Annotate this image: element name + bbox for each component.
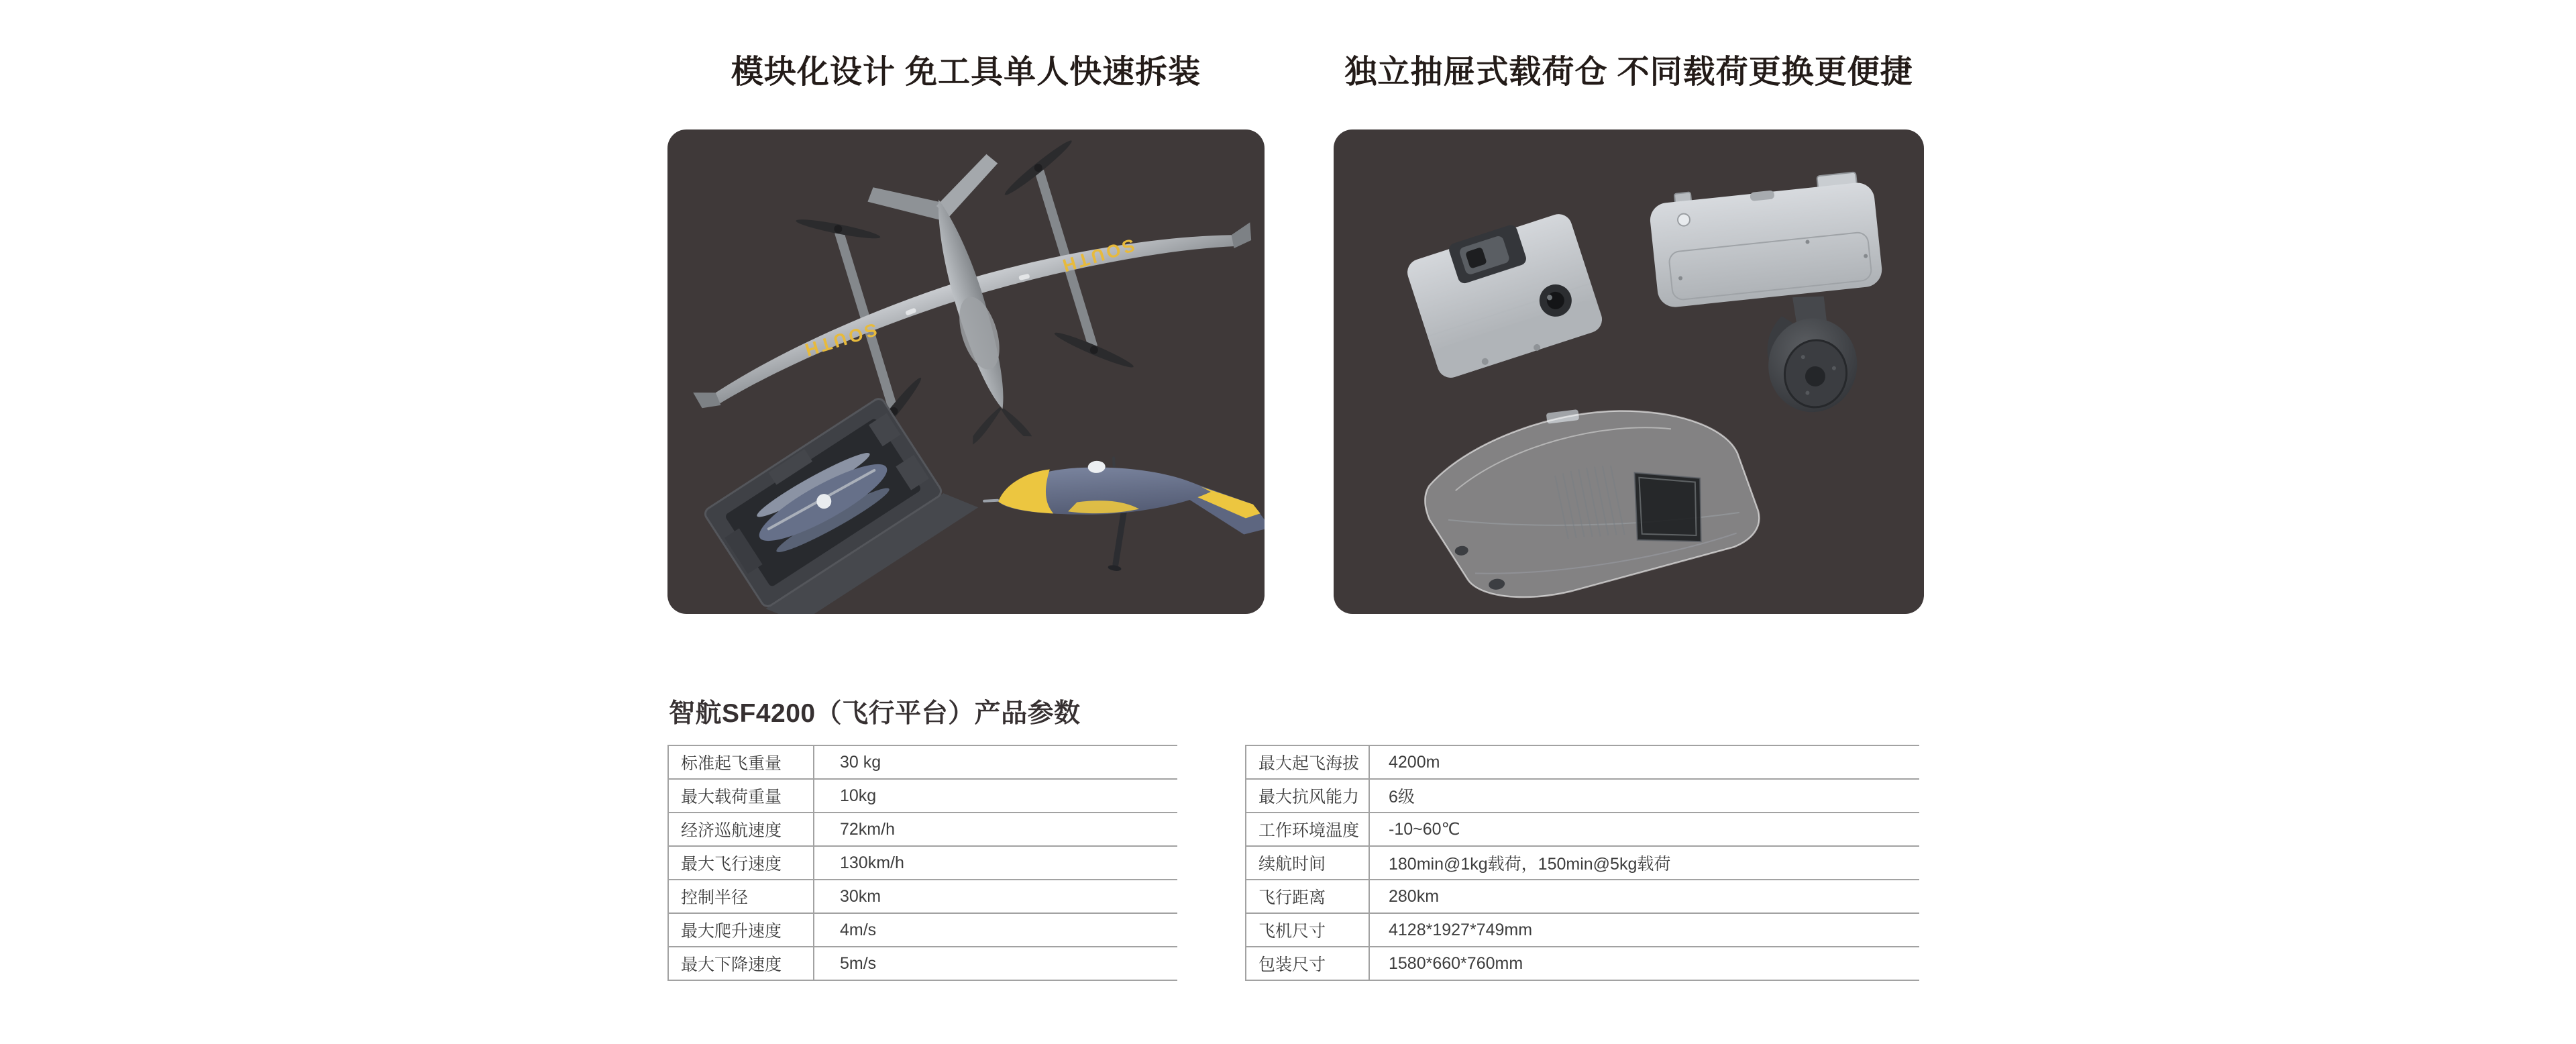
- spec-label: 包装尺寸: [1246, 947, 1370, 980]
- spec-label: 标准起飞重量: [669, 746, 814, 778]
- camera-payload-module-image: [1403, 207, 1605, 382]
- spec-label: 最大载荷重量: [669, 780, 814, 812]
- table-row: [669, 746, 1177, 780]
- south-wing-logo-right: SOUTH: [1057, 234, 1138, 277]
- feature-heading-payload-bay: 独立抽屉式载荷仓 不同载荷更换更便捷: [1344, 54, 1913, 90]
- payload-modules-illustration: [1334, 129, 1924, 614]
- spec-label: 经济巡航速度: [669, 813, 814, 845]
- vtol-aircraft-image: [667, 129, 1265, 527]
- table-row: [1246, 847, 1919, 880]
- gimbal-camera-image: [1759, 289, 1866, 417]
- spec-label: 控制半径: [669, 880, 814, 912]
- spec-value: 4128*1927*749mm: [1389, 920, 1533, 939]
- spec-value: 180min@1kg载荷，150min@5kg载荷: [1389, 855, 1671, 874]
- transport-case-image: [703, 384, 979, 614]
- spec-value: 10kg: [840, 786, 877, 805]
- spec-value: 4200m: [1389, 752, 1440, 772]
- modular-uav-illustration: [667, 129, 1265, 614]
- table-row: [669, 813, 1177, 847]
- modular-uav-image-panel: [667, 129, 1265, 614]
- spec-value: 130km/h: [840, 853, 904, 872]
- spec-label: 最大下降速度: [669, 947, 814, 980]
- table-row: [1246, 780, 1919, 813]
- spec-value: 4m/s: [840, 920, 877, 939]
- spec-label: 飞机尺寸: [1246, 914, 1370, 946]
- payload-bay-image-panel: [1334, 129, 1924, 614]
- spec-value: -10~60℃: [1389, 820, 1460, 839]
- table-row: [669, 780, 1177, 813]
- table-row: [1246, 947, 1919, 981]
- spec-value: 5m/s: [840, 953, 877, 973]
- folded-drone-image: [981, 449, 1265, 579]
- spec-label: 最大爬升速度: [669, 914, 814, 946]
- drawer-cover-image: [1648, 170, 1884, 309]
- south-wing-logo-left: SOUTH: [800, 319, 880, 361]
- table-row: [669, 880, 1177, 914]
- table-row: [1246, 746, 1919, 780]
- table-row: [1246, 880, 1919, 914]
- spec-value: 72km/h: [840, 819, 895, 839]
- spec-value: 30km: [840, 886, 881, 906]
- table-row: [669, 847, 1177, 880]
- spec-table-right: [1245, 745, 1919, 981]
- spec-value: 6级: [1389, 788, 1415, 806]
- spec-value: 1580*660*760mm: [1389, 953, 1523, 973]
- spec-table-title: 智航SF4200（飞行平台）产品参数: [669, 699, 1081, 728]
- spec-label: 工作环境温度: [1246, 813, 1370, 845]
- table-row: [669, 947, 1177, 981]
- spec-value: 30 kg: [840, 752, 881, 772]
- spec-label: 最大飞行速度: [669, 847, 814, 879]
- translucent-chassis-image: [1416, 389, 1766, 609]
- feature-heading-modular-design: 模块化设计 免工具单人快速拆装: [731, 54, 1201, 90]
- spec-label: 最大起飞海拔: [1246, 746, 1370, 778]
- table-row: [1246, 914, 1919, 947]
- table-row: [1246, 813, 1919, 847]
- spec-label: 续航时间: [1246, 847, 1370, 879]
- spec-label: 最大抗风能力: [1246, 780, 1370, 812]
- spec-table-left: [667, 745, 1177, 981]
- table-row: [669, 914, 1177, 947]
- spec-value: 280km: [1389, 886, 1440, 906]
- spec-label: 飞行距离: [1246, 880, 1370, 912]
